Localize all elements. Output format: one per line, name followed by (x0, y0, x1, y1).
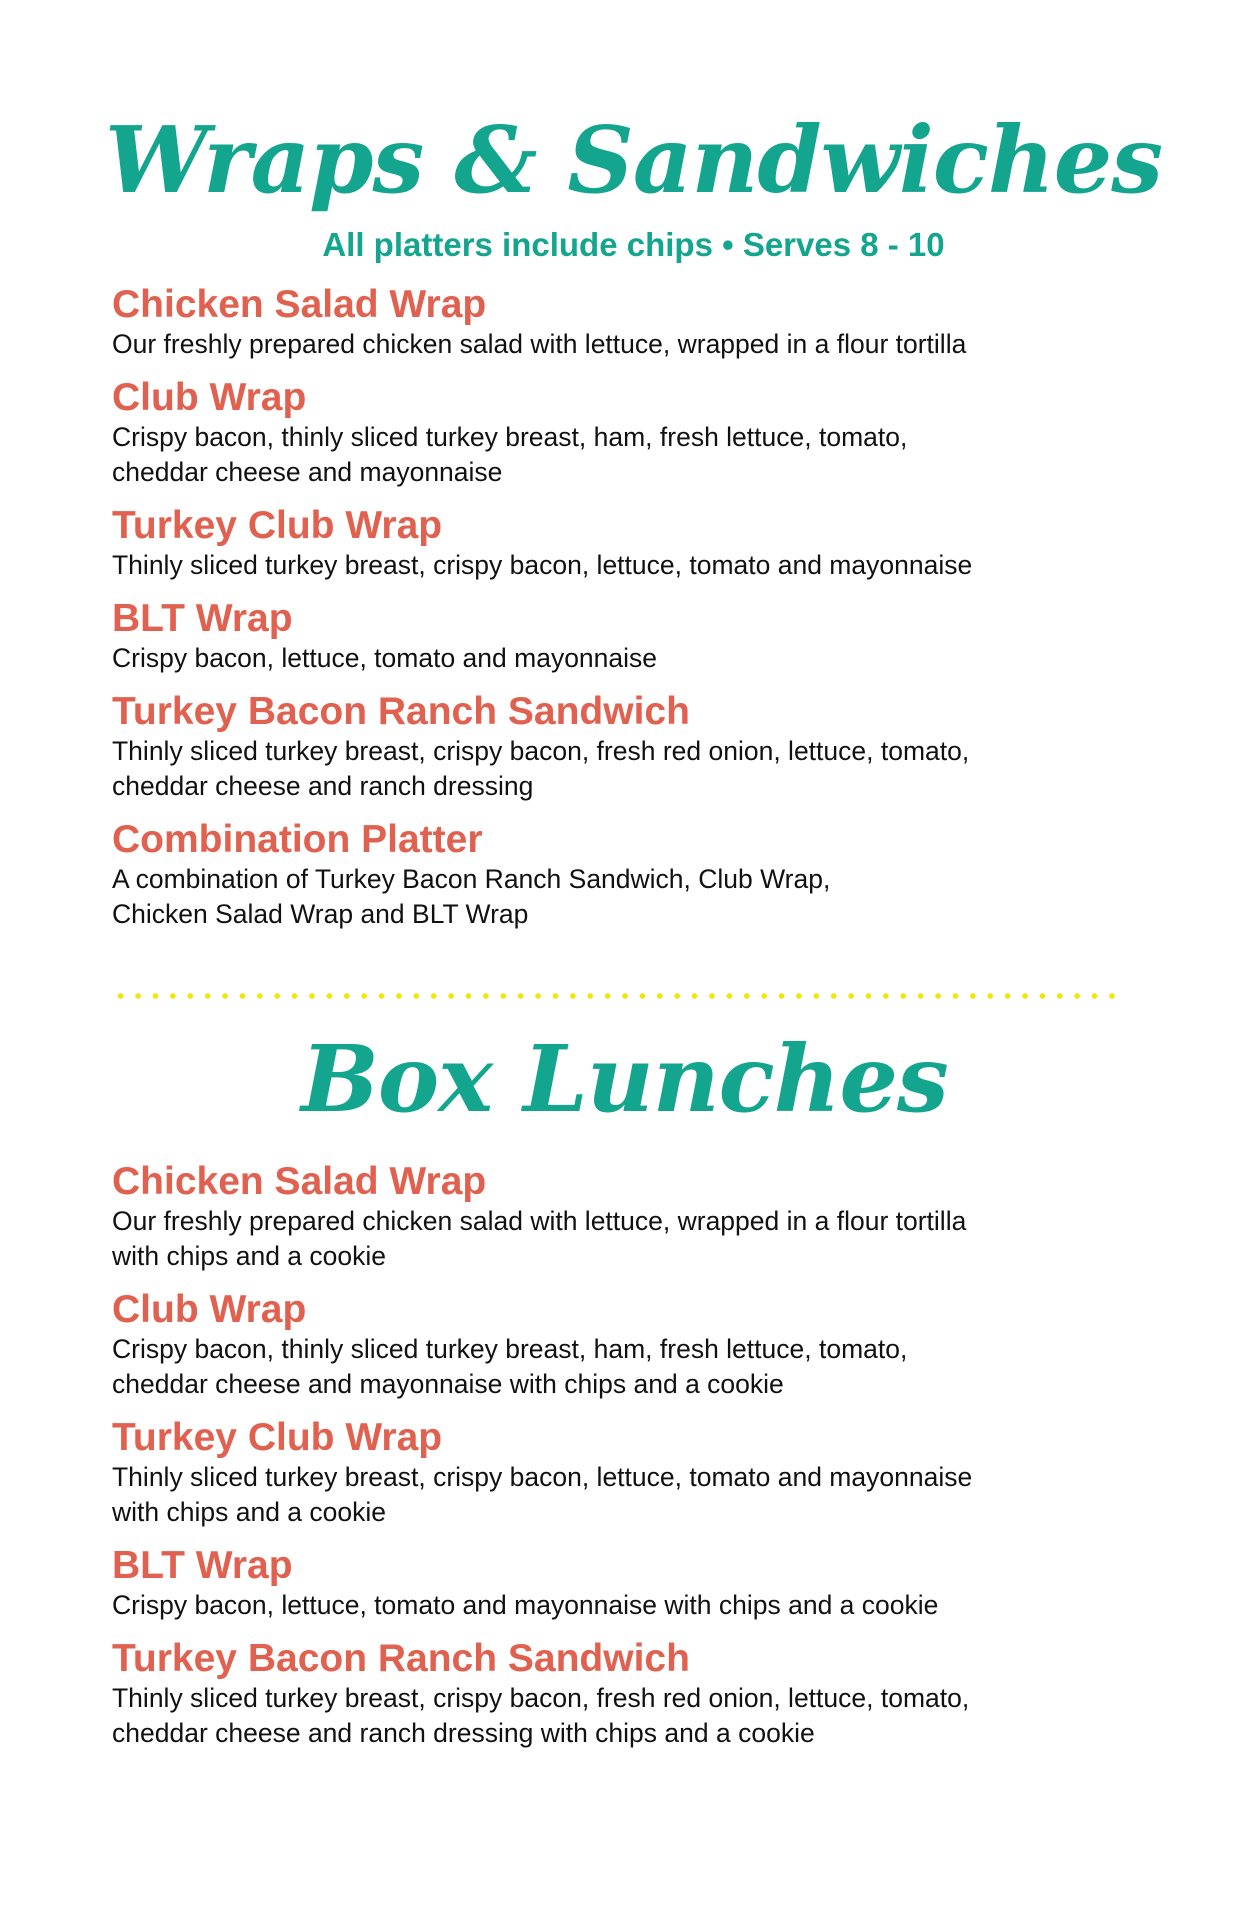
menu-item (112, 283, 1122, 362)
menu-item (112, 504, 1122, 583)
menu-item-list (112, 1160, 1122, 1765)
menu-item-description: Crispy bacon, lettuce, tomato and mayonnaise with chips and a cookie (112, 1590, 939, 1620)
menu-item-name: Combination Platter (112, 818, 483, 861)
menu-item (112, 1416, 1122, 1530)
section-title: Box Lunches (301, 1025, 948, 1133)
menu-item-description: Our freshly prepared chicken salad with lettuce, wrapped in a flour tortilla (112, 329, 967, 359)
menu-item (112, 818, 1122, 932)
menu-item-description: Crispy bacon, lettuce, tomato and mayonnaise (112, 643, 658, 673)
menu-item (112, 1637, 1122, 1751)
menu-item (112, 1544, 1122, 1623)
menu-item-name: Club Wrap (112, 376, 307, 419)
dotted-divider (112, 993, 1122, 999)
menu-item (112, 597, 1122, 676)
menu-item-description: Crispy bacon, thinly sliced turkey breast, ham, fresh lettuce, tomato, cheddar cheese and mayonnaise (112, 422, 908, 487)
menu-item-name: Turkey Club Wrap (112, 1416, 443, 1459)
menu-item-description: Our freshly prepared chicken salad with lettuce, wrapped in a flour tortilla with chips and a cookie (112, 1206, 967, 1271)
section-title: Wraps & Sandwiches (104, 106, 1163, 214)
menu-item-description: Thinly sliced turkey breast, crispy bacon, fresh red onion, lettuce, tomato, cheddar cheese and ranch dressing with chips and a cookie (112, 1683, 970, 1748)
menu-item-list (112, 283, 1122, 946)
menu-item-description: Thinly sliced turkey breast, crispy bacon, lettuce, tomato and mayonnaise (112, 550, 973, 580)
menu-item-name: Turkey Club Wrap (112, 504, 443, 547)
menu-item-name: Chicken Salad Wrap (112, 283, 487, 326)
menu-item-description: Crispy bacon, thinly sliced turkey breast, ham, fresh lettuce, tomato, cheddar cheese and mayonnaise with chips and a cookie (112, 1334, 908, 1399)
menu-item (112, 1288, 1122, 1402)
menu-item-name: Club Wrap (112, 1288, 307, 1331)
menu-item-name: Turkey Bacon Ranch Sandwich (112, 690, 690, 733)
wraps-sandwiches-section (0, 105, 1243, 929)
menu-item-description: Thinly sliced turkey breast, crispy bacon, lettuce, tomato and mayonnaise with chips and a cookie (112, 1462, 973, 1527)
menu-item (112, 376, 1122, 490)
section-subtitle: All platters include chips • Serves 8 - 10 (322, 226, 945, 263)
menu-item-name: BLT Wrap (112, 1544, 293, 1587)
box-lunches-section (0, 1024, 1243, 1748)
menu-item-description: Thinly sliced turkey breast, crispy bacon, fresh red onion, lettuce, tomato, cheddar cheese and ranch dressing (112, 736, 970, 801)
menu-item-name: Chicken Salad Wrap (112, 1160, 487, 1203)
menu-item (112, 1160, 1122, 1274)
menu-item-description: A combination of Turkey Bacon Ranch Sandwich, Club Wrap, Chicken Salad Wrap and BLT Wrap (112, 864, 831, 929)
menu-item-name: BLT Wrap (112, 597, 293, 640)
menu-item-name: Turkey Bacon Ranch Sandwich (112, 1637, 690, 1680)
menu-item (112, 690, 1122, 804)
